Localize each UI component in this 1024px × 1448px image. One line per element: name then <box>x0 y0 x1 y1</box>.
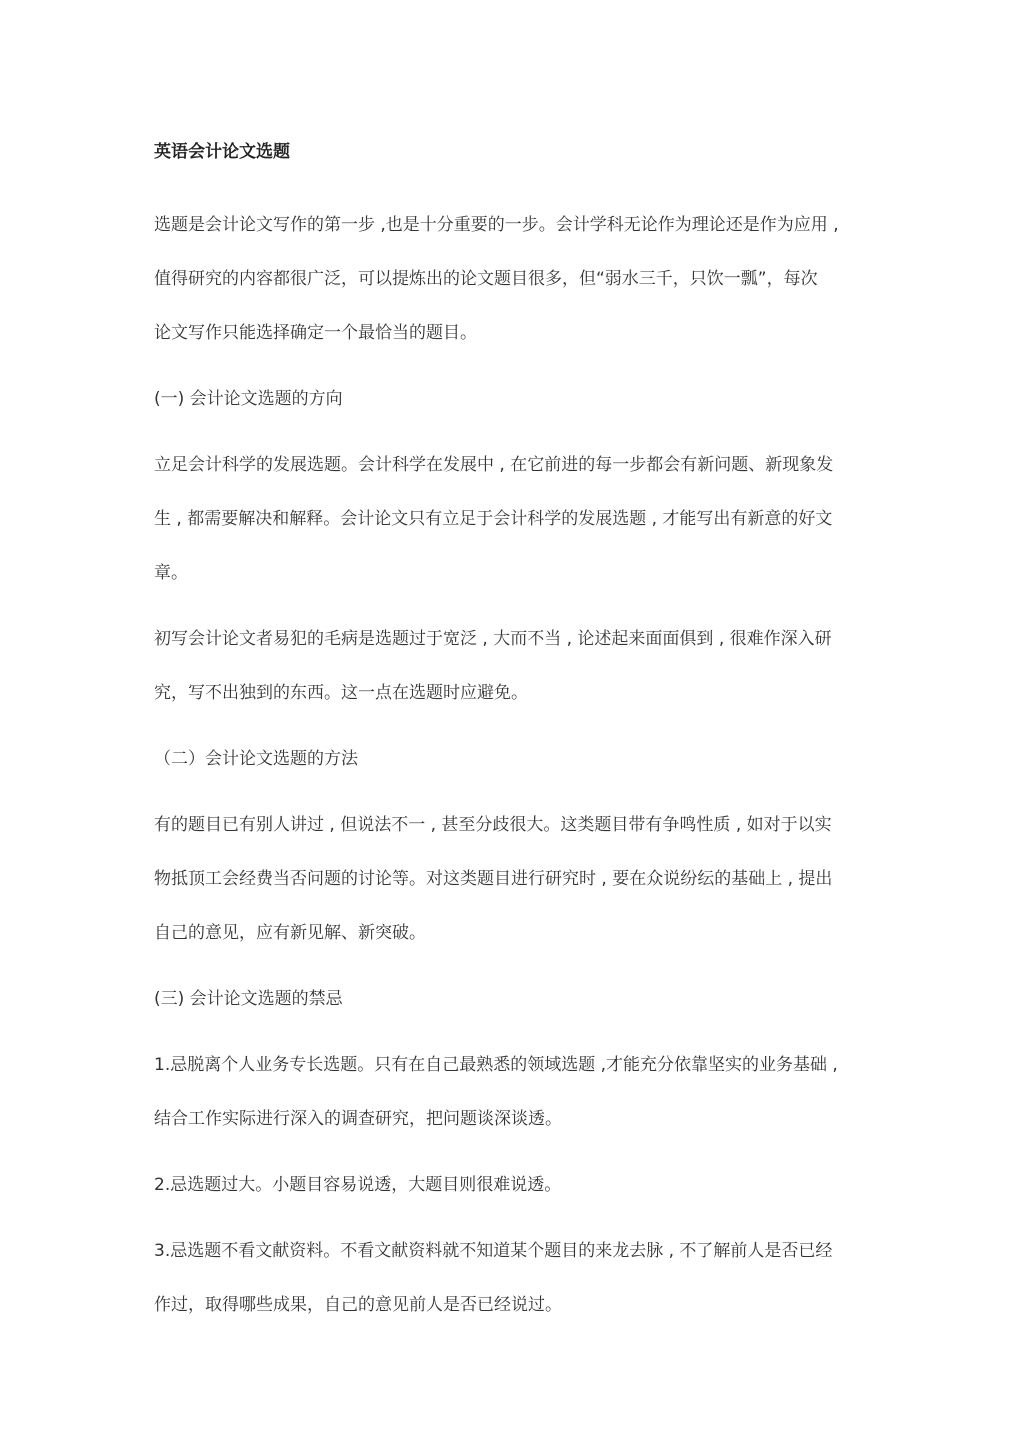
section-heading <box>154 372 874 426</box>
paragraph-line: 生 , 都需要解决和解释。会计论文只有立足于会计科学的发展选题 , 才能写出有新意的好文 <box>154 509 833 529</box>
paragraph-line: 3.忌选题不看文献资料。不看文献资料就不知道某个题目的来龙去脉 , 不了解前人是否已经 <box>154 1241 833 1261</box>
paragraph-line: 自己的意见，应有新见解、新突破。 <box>154 923 426 943</box>
section-heading-text: （二）会计论文选题的方法 <box>154 749 358 769</box>
paragraph-line: 章。 <box>154 563 188 583</box>
document-body <box>154 138 874 1344</box>
body-paragraph <box>154 438 874 600</box>
paragraph-line: 选题是会计论文写作的第一步 ,也是十分重要的一步。会计学科无论作为理论还是作为应用 , <box>154 215 839 235</box>
paragraph-list <box>154 198 874 1332</box>
paragraph-line: 初写会计论文者易犯的毛病是选题过于宽泛 , 大而不当 , 论述起来面面俱到 , 很难作深入研 <box>154 629 832 649</box>
paragraph-line: 有的题目已有别人讲过 , 但说法不一 , 甚至分歧很大。这类题目带有争鸣性质 , 如对于以实 <box>154 815 832 835</box>
paragraph-line: 立足会计科学的发展选题。会计科学在发展中 , 在它前进的每一步都会有新问题、新现象发 <box>154 455 834 475</box>
section-heading-text: (一) 会计论文选题的方向 <box>154 389 343 409</box>
section-heading-text: (三) 会计论文选题的禁忌 <box>154 989 343 1009</box>
body-paragraph <box>154 1224 874 1332</box>
paragraph-line: 作过，取得哪些成果，自己的意见前人是否已经说过。 <box>154 1295 562 1315</box>
paragraph-line: 值得研究的内容都很广泛，可以提炼出的论文题目很多，但“弱水三千，只饮一瓢”，每次 <box>154 269 818 289</box>
body-paragraph <box>154 612 874 720</box>
section-heading <box>154 972 874 1026</box>
paragraph-line: 究，写不出独到的东西。这一点在选题时应避免。 <box>154 683 528 703</box>
paragraph-line: 结合工作实际进行深入的调查研究，把问题谈深谈透。 <box>154 1109 562 1129</box>
body-paragraph <box>154 1158 874 1212</box>
paragraph-line: 1.忌脱离个人业务专长选题。只有在自己最熟悉的领域选题 ,才能充分依靠坚实的业务基础 , <box>154 1055 838 1075</box>
body-paragraph <box>154 1038 874 1146</box>
paragraph-line: 物抵顶工会经费当否问题的讨论等。对这类题目进行研究时 , 要在众说纷纭的基础上 , 提出 <box>154 869 833 889</box>
body-paragraph <box>154 198 874 360</box>
section-heading <box>154 732 874 786</box>
document-title: 英语会计论文选题 <box>154 142 290 162</box>
body-paragraph <box>154 798 874 960</box>
paragraph-line: 2.忌选题过大。小题目容易说透，大题目则很难说透。 <box>154 1175 562 1195</box>
paragraph-line: 论文写作只能选择确定一个最恰当的题目。 <box>154 323 477 343</box>
